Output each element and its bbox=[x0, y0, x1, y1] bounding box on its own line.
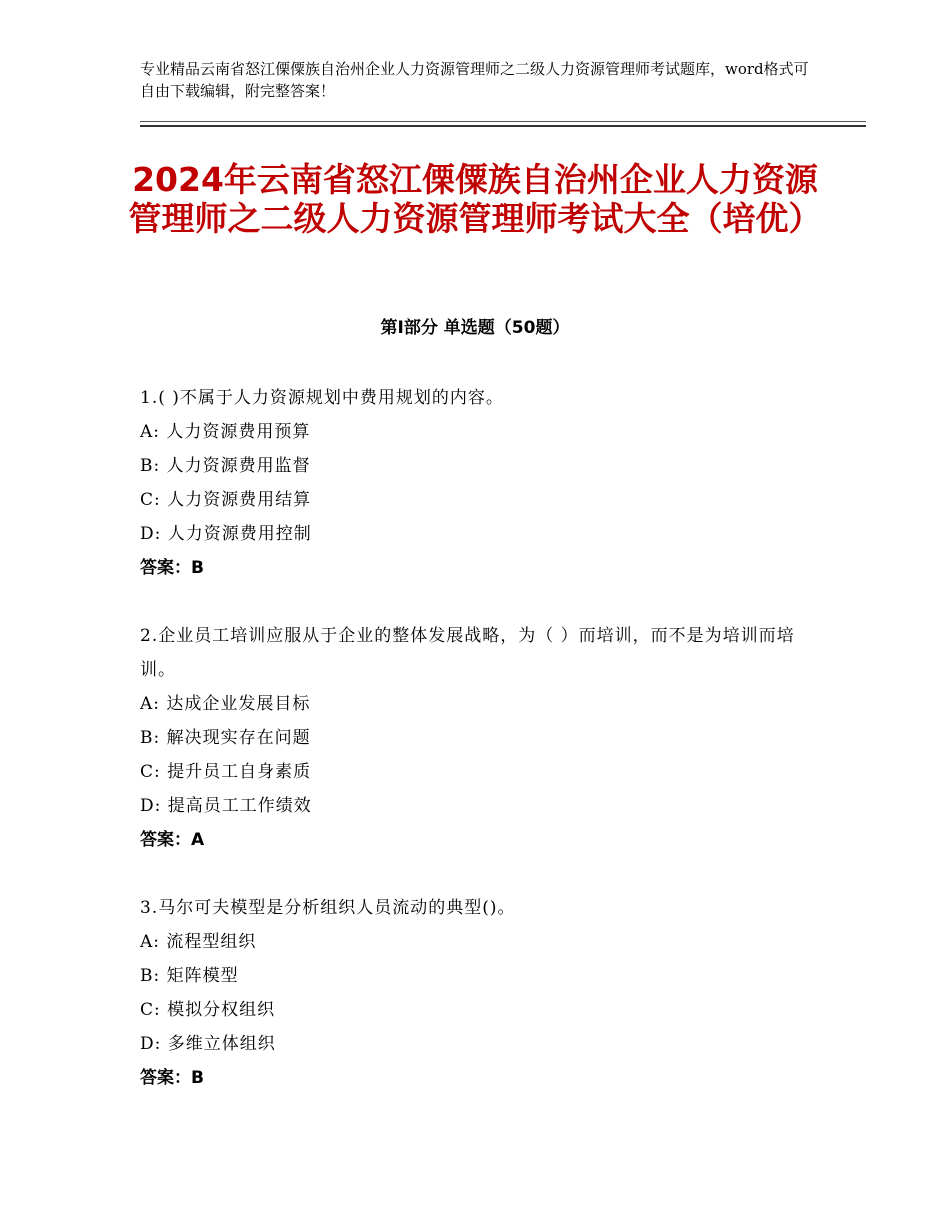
option-c: C: 人力资源费用结算 bbox=[140, 490, 312, 510]
question-3 bbox=[140, 891, 810, 1095]
option-a: A: 达成企业发展目标 bbox=[140, 694, 311, 714]
answer: 答案：B bbox=[140, 558, 204, 578]
document-title: 2024年云南省怒江傈僳族自治州企业人力资源管理师之二级人力资源管理师考试大全（培优） bbox=[128, 160, 822, 238]
header-rule-thick bbox=[140, 125, 866, 127]
question-2 bbox=[140, 619, 810, 857]
option-d: D: 提高员工工作绩效 bbox=[140, 796, 312, 816]
question-stem: 2.企业员工培训应服从于企业的整体发展战略，为（ ）而培训，而不是为培训而培训。 bbox=[140, 626, 795, 680]
option-c: C: 提升员工自身素质 bbox=[140, 762, 312, 782]
section-title: 第Ⅰ部分 单选题（50题） bbox=[380, 318, 570, 338]
question-1 bbox=[140, 381, 810, 585]
question-stem: 1.( )不属于人力资源规划中费用规划的内容。 bbox=[140, 388, 504, 408]
answer: 答案：B bbox=[140, 1068, 204, 1088]
option-b: B: 矩阵模型 bbox=[140, 966, 239, 986]
option-b: B: 解决现实存在问题 bbox=[140, 728, 311, 748]
header-rule-thin bbox=[140, 121, 866, 122]
option-d: D: 多维立体组织 bbox=[140, 1034, 276, 1054]
option-b: B: 人力资源费用监督 bbox=[140, 456, 311, 476]
option-d: D: 人力资源费用控制 bbox=[140, 524, 312, 544]
header-note: 专业精品云南省怒江傈僳族自治州企业人力资源管理师之二级人力资源管理师考试题库，word格式可自由下载编辑，附完整答案！ bbox=[140, 60, 809, 100]
answer: 答案：A bbox=[140, 830, 205, 850]
option-a: A: 流程型组织 bbox=[140, 932, 257, 952]
question-stem: 3.马尔可夫模型是分析组织人员流动的典型()。 bbox=[140, 898, 516, 918]
option-a: A: 人力资源费用预算 bbox=[140, 422, 311, 442]
option-c: C: 模拟分权组织 bbox=[140, 1000, 276, 1020]
